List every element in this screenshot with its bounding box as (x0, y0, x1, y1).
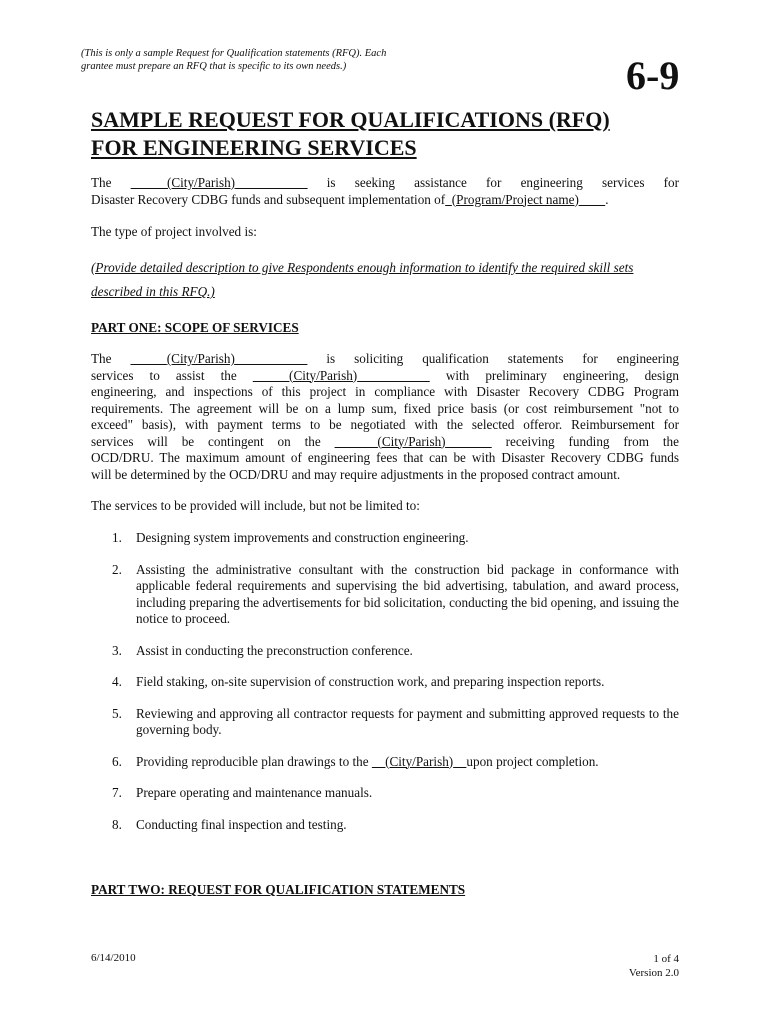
list-item: 6. Providing reproducible plan drawings to the (City/Parish) upon project completion. (112, 753, 599, 769)
scope-line-8: will be determined by the OCD/DRU and may require adjustments in the proposed contract amount. (91, 466, 621, 482)
project-type-label: The type of project involved is: (91, 224, 257, 239)
intro-the: The (91, 175, 112, 190)
list-item: 2. Assisting the administrative consultant with the construction bid package in conformance with applicable federal requirements and supervising the bid advertising, tabulation, and award process, including preparing the advertisements for bid solicitation, conducting the bid opening, and issuing the notice to proceed. (112, 561, 679, 626)
city-parish-blank: (City/Parish) (166, 351, 235, 366)
scope-line-6: services will be contingent on the (City/Parish) receiving funding from the (91, 433, 679, 449)
sample-note: (This is only a sample Request for Qualification statements (RFQ). Each grantee must prepare an RFQ that is specific to its own needs.) (81, 48, 387, 72)
list-item: 1. Designing system improvements and construction engineering. (112, 530, 469, 545)
city-parish-blank: (City/Parish) (385, 753, 454, 769)
scope-line-5: exceed" basis), with payment terms to be negotiated with the selected offeror. Reimbursement for (91, 417, 679, 432)
city-parish-blank: (City/Parish) (289, 367, 358, 383)
instruction-line-1: (Provide detailed description to give Respondents enough information to identify the required skill sets (91, 260, 634, 275)
intro-paragraph (91, 175, 679, 208)
instruction-line-2: described in this RFQ.) (91, 284, 215, 299)
scope-line-1: The (City/Parish) is soliciting qualification statements for engineering (91, 351, 680, 366)
title-line-1: SAMPLE REQUEST FOR QUALIFICATIONS (RFQ) (91, 107, 610, 132)
list-item: 5. Reviewing and approving all contractor requests for payment and submitting approved requests to the governing body. (112, 705, 679, 737)
part-two-heading: PART TWO: REQUEST FOR QUALIFICATION STATEMENTS (91, 882, 466, 897)
list-item: 3. Assist in conducting the preconstruction conference. (112, 642, 413, 658)
scope-paragraph (91, 351, 679, 483)
section-number: 6-9 (626, 53, 680, 98)
program-name-blank: (Program/Project name) (451, 191, 579, 207)
intro-seeking-text: is seeking assistance for engineering services for (326, 175, 679, 190)
scope-line-4: requirements. The agreement will be on a lump sum, fixed price basis (or cost reimbursement "not to (91, 400, 679, 416)
project-instruction (91, 256, 679, 304)
intro-line-2: Disaster Recovery CDBG funds and subsequent implementation of (Program/Project name) . (91, 191, 609, 207)
page-number: 1 of 4 (653, 953, 679, 965)
version-label: Version 2.0 (628, 967, 679, 979)
services-intro: The services to be provided will include, but not be limited to: (91, 498, 420, 513)
document-title (91, 106, 691, 162)
footer-page-info (629, 952, 679, 980)
scope-line-2: services to assist the (City/Parish) with preliminary engineering, design (91, 367, 680, 383)
title-line-2: FOR ENGINEERING SERVICES (91, 135, 417, 160)
list-item: 8. Conducting final inspection and testing. (112, 816, 347, 832)
services-list (91, 530, 679, 848)
part-one-heading: PART ONE: SCOPE OF SERVICES (91, 320, 299, 335)
list-item: 7. Prepare operating and maintenance manuals. (112, 785, 373, 800)
intro-line-1 (91, 175, 679, 192)
city-parish-blank: (City/Parish) (377, 433, 446, 449)
scope-line-7: OCD/DRU. The maximum amount of engineering fees that can be with Disaster Recovery CDBG funds (91, 450, 679, 465)
scope-line-3: engineering, and inspections of this project in compliance with Disaster Recovery CDBG Program (91, 384, 679, 399)
city-parish-blank: (City/Parish) (166, 175, 236, 190)
footer-date: 6/14/2010 (91, 952, 136, 964)
list-item: 4. Field staking, on-site supervision of construction work, and preparing inspection reports. (112, 674, 605, 689)
